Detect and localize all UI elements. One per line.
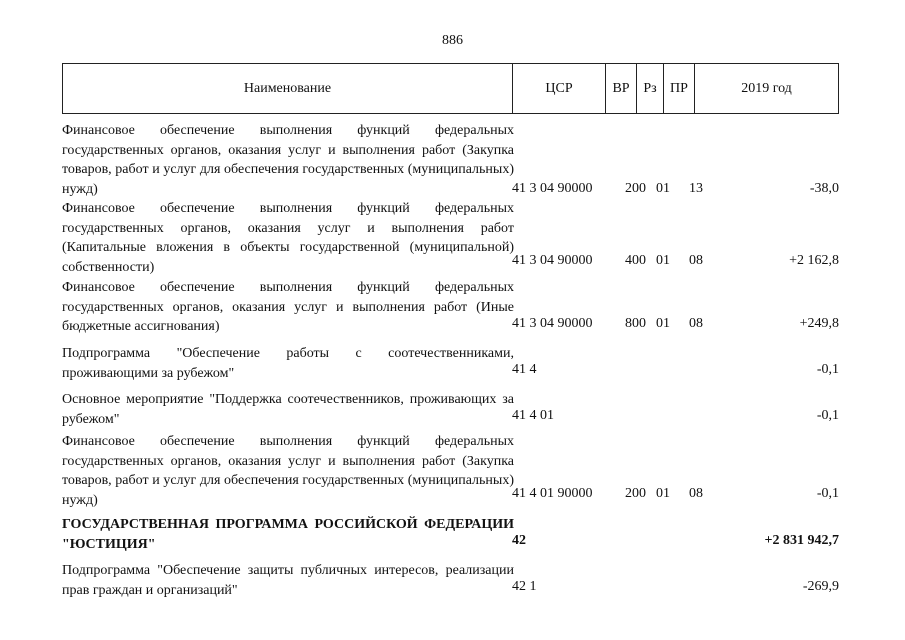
row-rz: 01 xyxy=(656,181,670,196)
table-row xyxy=(62,344,839,384)
header-year: 2019 год xyxy=(741,80,792,96)
row-csr: 41 3 04 90000 xyxy=(512,316,593,331)
row-amount: +2 831 942,7 xyxy=(764,533,839,548)
row-pr: 08 xyxy=(689,316,703,331)
row-amount: -0,1 xyxy=(816,408,839,423)
header-rz: Рз xyxy=(637,64,664,113)
row-csr: 41 4 xyxy=(512,362,537,377)
header-name: Наименование xyxy=(63,64,513,113)
table-row xyxy=(62,199,839,277)
row-rz: 01 xyxy=(656,316,670,331)
row-amount: -0,1 xyxy=(816,362,839,377)
row-pr: 13 xyxy=(689,181,703,196)
row-amount: -38,0 xyxy=(809,181,839,196)
page-number: 886 xyxy=(442,33,463,48)
table-row xyxy=(62,278,839,338)
row-name: Финансовое обеспечение выполнения функций федеральных государственных органов, оказания услуг и выполнения работ (Закупка товаров, работ и услуг для обеспечения государственных (муниципальных) нужд) xyxy=(62,123,514,197)
row-amount: -269,9 xyxy=(802,579,839,594)
row-vr: 400 xyxy=(625,253,646,268)
table-header xyxy=(62,63,839,114)
row-name: Финансовое обеспечение выполнения функций федеральных государственных органов, оказания услуг и выполнения работ (Капитальные вложения в объекты государственной (муниципальной) собственности) xyxy=(62,201,514,275)
row-pr: 08 xyxy=(689,486,703,501)
row-rz: 01 xyxy=(656,253,670,268)
row-csr: 41 4 01 xyxy=(512,408,554,423)
table-row xyxy=(62,121,839,199)
row-name: Финансовое обеспечение выполнения функций федеральных государственных органов, оказания услуг и выполнения работ (Закупка товаров, работ и услуг для обеспечения государственных (муниципальных) нужд) xyxy=(62,434,514,508)
row-name: ГОСУДАРСТВЕННАЯ ПРОГРАММА РОССИЙСКОЙ ФЕДЕРАЦИИ "ЮСТИЦИЯ" xyxy=(62,517,514,552)
row-csr: 42 xyxy=(512,533,526,548)
header-pr: ПР xyxy=(664,64,695,113)
row-name: Подпрограмма "Обеспечение работы с соотечественниками, проживающими за рубежом" xyxy=(62,346,514,381)
row-name: Финансовое обеспечение выполнения функций федеральных государственных органов, оказания услуг и выполнения работ (Иные бюджетные ассигнования) xyxy=(62,280,514,334)
table-row xyxy=(62,515,839,555)
row-csr: 42 1 xyxy=(512,579,537,594)
table-row xyxy=(62,432,839,510)
row-csr: 41 4 01 90000 xyxy=(512,486,593,501)
table-row xyxy=(62,561,839,601)
row-rz: 01 xyxy=(656,486,670,501)
row-amount: +249,8 xyxy=(799,316,839,331)
row-amount: +2 162,8 xyxy=(789,253,839,268)
row-vr: 800 xyxy=(625,316,646,331)
row-vr: 200 xyxy=(625,486,646,501)
row-pr: 08 xyxy=(689,253,703,268)
row-csr: 41 3 04 90000 xyxy=(512,181,593,196)
row-amount: -0,1 xyxy=(816,486,839,501)
header-vr: ВР xyxy=(606,64,637,113)
table-row xyxy=(62,390,839,430)
row-name: Подпрограмма "Обеспечение защиты публичных интересов, реализации прав граждан и организаций" xyxy=(62,563,514,598)
row-vr: 200 xyxy=(625,181,646,196)
row-name: Основное мероприятие "Поддержка соотечественников, проживающих за рубежом" xyxy=(62,392,514,427)
row-csr: 41 3 04 90000 xyxy=(512,253,593,268)
header-csr: ЦСР xyxy=(513,64,606,113)
